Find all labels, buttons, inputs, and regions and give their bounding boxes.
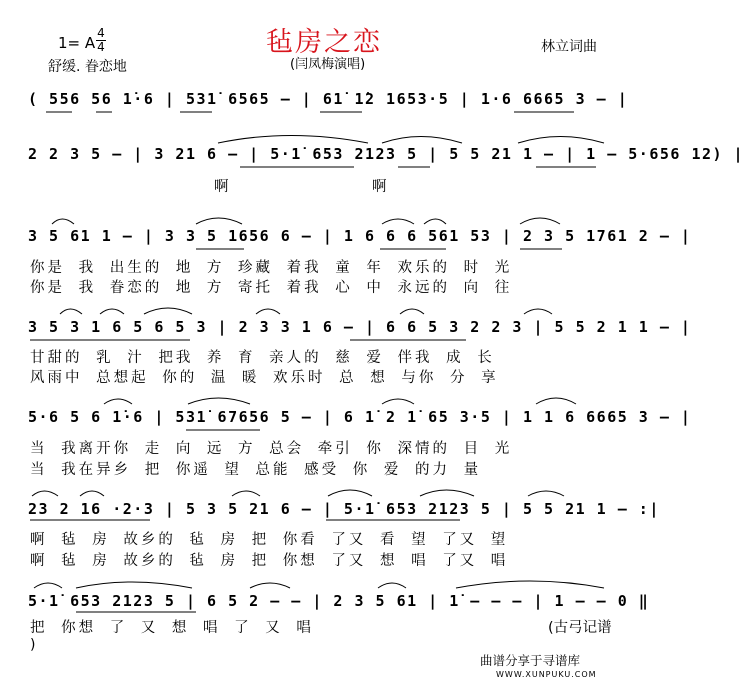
song-title: 毡房之恋 (266, 27, 382, 58)
slur-line2-b (382, 137, 462, 144)
transcriber-credit: (古弓记谱 (548, 620, 612, 636)
slur-line3-d (424, 219, 446, 224)
slur-line7-e (456, 581, 604, 588)
key-signature: 1= A (58, 34, 96, 52)
slur-line4-c (144, 308, 192, 314)
closing-paren: ) (30, 637, 36, 653)
slur-line5-c (382, 399, 414, 404)
slur-line4-d (256, 309, 280, 314)
slur-line4-a (60, 309, 82, 314)
time-top: 4 (97, 26, 105, 40)
slur-line5-d (536, 398, 576, 404)
composer-credit: 林立词曲 (541, 39, 597, 55)
slur-line5-a (104, 399, 132, 404)
slur-line4-b (100, 309, 124, 314)
lyric-verse1-line4: 啊 毡 房 故乡的 毡 房 把 你看 了又 看 望 了又 望 (30, 532, 509, 548)
singer-credit: (闫凤梅演唱) (290, 57, 366, 72)
lyric-verse1-line1: 你是 我 出生的 地 方 珍藏 着我 童 年 欢乐的 时 光 (30, 260, 513, 276)
notation-line-3: 3 5 61 1 – | 3 3 5 1656 6 – | 1 6 6 6 561 53 | 2 3 5 1761 2 – | (28, 227, 692, 245)
lyric-verse1-line3: 当 我离开你 走 向 远 方 总会 牵引 你 深情的 目 光 (30, 441, 513, 457)
notation-line-5: 5·6 5 6 1̇·6 | 531̇ 67656 5 – | 6 1̇ 2 1̇ 65 3·5 | 1 1 6 6665 3 – | (28, 408, 692, 426)
slur-line3-e (520, 218, 560, 224)
time-bottom: 4 (97, 40, 105, 54)
notation-line-2: 2 2 3 5 – | 3 21 6 – | 5·1̇ 653 2123 5 | 5 5 21 1 – | 1 – 5·656 12) | (28, 145, 744, 163)
lyric-verse2-line2: 风雨中 总想起 你的 温 暖 欢乐时 总 想 与你 分 享 (30, 370, 499, 386)
notation-line-6: 23 2 16 ·2·3 | 5 3 5 21 6 – | 5·1̇ 653 2123 5 | 5 5 21 1 – :| (28, 500, 660, 518)
lyric-ah-1: 啊 (214, 179, 232, 195)
tempo-marking: 舒缓. 眷恋地 (48, 59, 127, 75)
slur-line6-f (528, 491, 564, 496)
slur-line5-b (188, 398, 250, 404)
slur-line3-b (196, 218, 242, 224)
slur-line6-d (328, 490, 372, 496)
lyric-verse2-line1: 你是 我 眷恋的 地 方 寄托 着我 心 中 永远的 向 往 (30, 280, 513, 296)
slur-line6-b (80, 491, 104, 496)
slur-line7-c (250, 583, 290, 588)
slur-line7-d (378, 583, 406, 588)
slur-line6-a (32, 491, 58, 496)
slur-line4-e (400, 309, 424, 314)
notation-line-4: 3 5 3 1 6 5 6 5 3 | 2 3 3 1 6 – | 6 6 5 3 2 2 3 | 5 5 2 1 1 – | (28, 318, 692, 336)
lyric-verse2-line4: 啊 毡 房 故乡的 毡 房 把 你想 了又 想 唱 了又 唱 (30, 553, 509, 569)
slur-line3-a (52, 219, 74, 224)
slur-line3-c (382, 219, 414, 224)
lyric-verse2-line3: 当 我在异乡 把 你遥 望 总能 感受 你 爱 的力 量 (30, 462, 482, 478)
slur-line2-a (218, 136, 368, 144)
notation-line-1: ( 556 56 1̇·6 | 531̇ 6565 – | 61̇ 1̇2 1653·5 | 1·6 6665 3 – | (28, 90, 629, 108)
slur-line7-b (76, 582, 192, 588)
slur-line6-e (420, 490, 474, 496)
source-credit: 曲谱分享于寻谱库 (480, 653, 581, 668)
lyric-coda: 把 你想 了 又 想 唱 了 又 唱 (30, 620, 314, 636)
slur-line6-c (232, 491, 260, 496)
notation-line-7: 5·1̇ 653 2123 5 | 6 5 2 – – | 2 3 5 61 | 1̇ – – – | 1 – – 0 ‖ (28, 592, 650, 610)
slur-line4-f (524, 309, 552, 314)
lyric-verse1-line2: 甘甜的 乳 汁 把我 养 育 亲人的 慈 爱 伴我 成 长 (30, 350, 495, 366)
slur-line7-a (34, 583, 62, 588)
source-url: WWW.XUNPUKU.COM (496, 670, 597, 679)
lyric-ah-2: 啊 (372, 179, 390, 195)
slur-line2-c (518, 137, 604, 144)
